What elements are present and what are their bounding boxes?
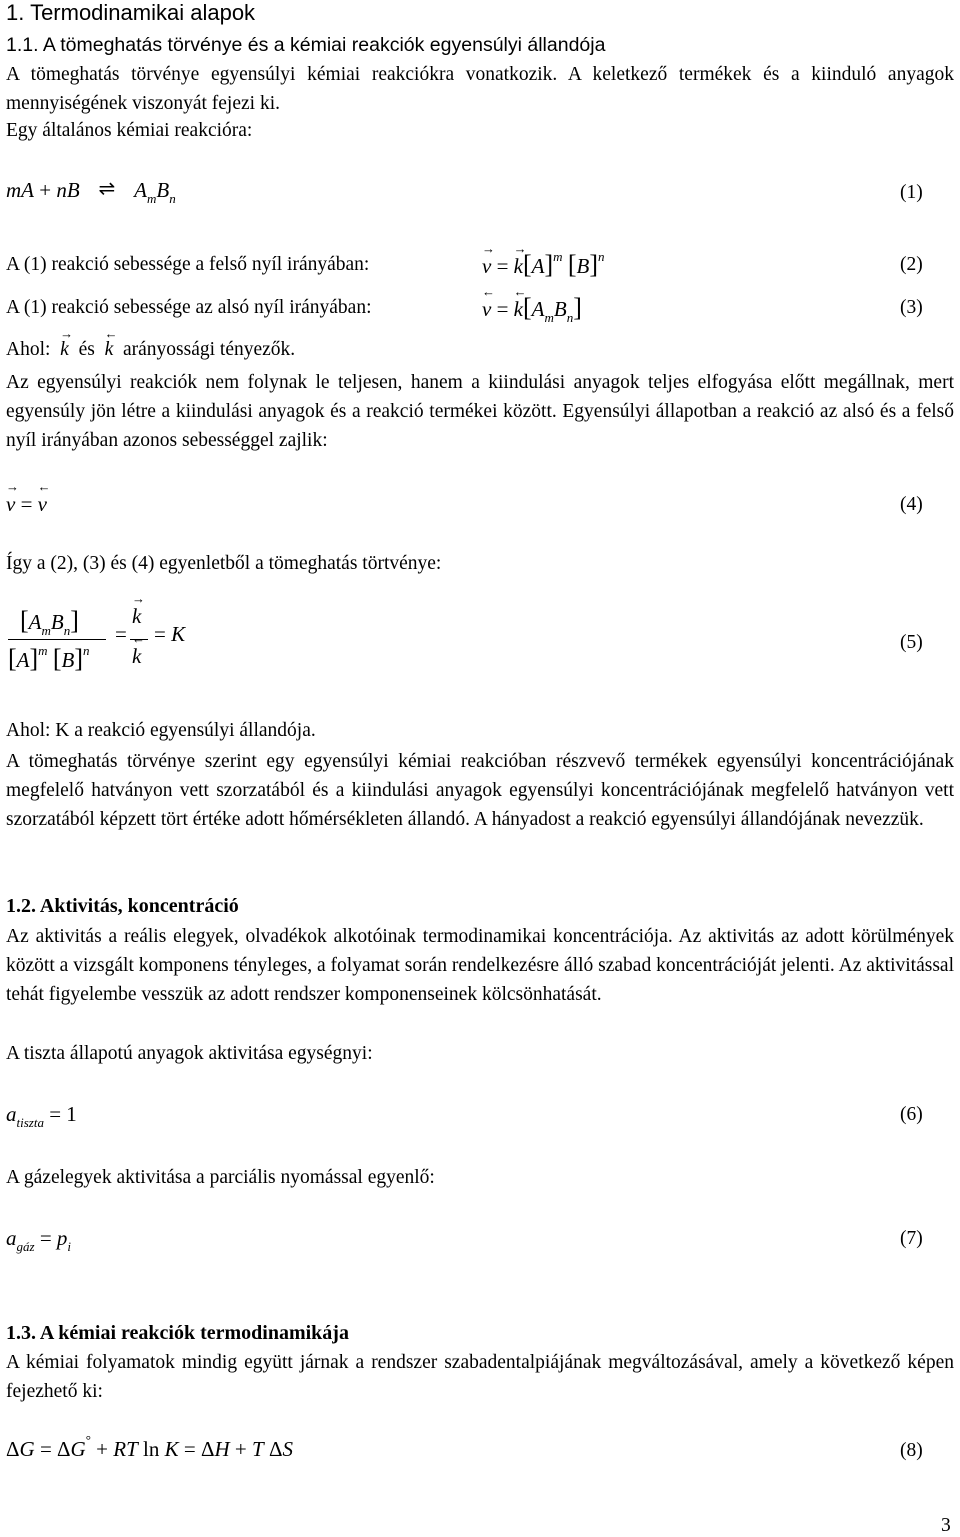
eq-number-1: (1) xyxy=(900,182,923,203)
eq-number-3: (3) xyxy=(900,297,923,318)
backward-rate-text: A (1) reakció sebessége az alsó nyíl irányában: xyxy=(6,297,372,318)
derivation-text: Így a (2), (3) és (4) egyenletből a tömeghatás törtvénye: xyxy=(6,553,442,574)
subsection-title-1-2: 1.2. Aktivitás, koncentráció xyxy=(6,895,239,917)
equation-6: $a_{tiszta} = 1$ xyxy=(6,1102,77,1130)
eq-number-7: (7) xyxy=(900,1228,923,1249)
section-title: 1. Termodinamikai alapok xyxy=(6,0,256,25)
eq-number-6: (6) xyxy=(900,1104,923,1125)
equation-3: ← v = ← $k[A_mB_n]$ xyxy=(482,293,582,323)
eq5-fraction-bar xyxy=(8,639,106,640)
equilibrium-paragraph: Az egyensúlyi reakciók nem folynak le teljesen, hanem a kiindulási anyagok teljes elfogyása előtt megállnak, mert egyensúly jön létre a kiindulási anyagok és a reakció termékei között. Egyensúlyi állapotban a reakció az alsó és a felső nyíl irányában azonos sebességgel zajlik: xyxy=(6,372,954,452)
page-number: 3 xyxy=(941,1515,951,1536)
equation-7: $a_{gáz} = p_i$ xyxy=(6,1226,72,1254)
equation-8: ΔG = ΔG° + RT ln K = ΔH + T ΔS xyxy=(6,1432,293,1461)
activity-paragraph: Az aktivitás a reális elegyek, olvadékok alkotóinak termodinamikai koncentrációja. Az aktivitás az adott körülmények között a vizsgált komponens tényleges, a folyamat során rendelkezésre álló szabad koncentrációját jelenti. Az aktivitással tehát figyelembe vesszük az adott rendszer komponenseinek kölcsönhatását. xyxy=(6,926,954,1006)
subsection-title-1-3: 1.3. A kémiai reakciók termodinamikája xyxy=(6,1322,349,1344)
eq6-subscript: tiszta xyxy=(16,1115,44,1130)
k-definition: Ahol: K a reakció egyensúlyi állandója. xyxy=(6,720,316,741)
equilibrium-arrows-icon: ⇌ xyxy=(98,178,116,200)
ahol-prefix: Ahol: xyxy=(6,339,51,360)
eq5-k-forward: → k xyxy=(132,604,141,629)
eq-number-5: (5) xyxy=(900,632,923,653)
general-reaction-text: Egy általános kémiai reakcióra: xyxy=(6,120,253,141)
eq5-k-backward: ← k xyxy=(132,644,141,669)
subsection-title-1-1: 1.1. A tömeghatás törvénye és a kémiai reakciók egyensúlyi állandója xyxy=(6,34,606,56)
thermodynamics-paragraph: A kémiai folyamatok mindig együtt járnak a rendszer szabadentalpiájának megváltozásával, amely a következő képen fejezhető ki: xyxy=(6,1352,954,1403)
eq5-equals-1: = xyxy=(115,622,127,646)
eq-number-4: (4) xyxy=(900,494,923,515)
intro-paragraph: A tömeghatás törvénye egyensúlyi kémiai reakciókra vonatkozik. A keletkező termékek és a kiinduló anyagok mennyiségének viszonyát fejezi ki. xyxy=(6,64,954,115)
eq5-equals-2: = K xyxy=(154,622,186,646)
pure-activity-text: A tiszta állapotú anyagok aktivitása egységnyi: xyxy=(6,1043,373,1064)
equation-4: → v = ← v xyxy=(6,492,47,517)
eq7-subscript: gáz xyxy=(16,1239,35,1254)
law-paragraph: A tömeghatás törvénye szerint egy egyensúlyi kémiai reakcióban részvevő termékek egyensúlyi koncentrációjának megfelelő hatványon vett szorzatából és a kiindulási anyagok egyensúlyi koncentrációjának megfelelő hatványon vett szorzatából képzett tört értéke adott hőmérsékleten állandó. A hányadost a reakció egyensúlyi állandójának nevezzük. xyxy=(6,751,954,831)
equation-1: mA + nB ⇌ $A_mB_n$ xyxy=(6,178,176,206)
ahol-es: és xyxy=(78,339,95,360)
forward-rate-text: A (1) reakció sebessége a felső nyíl irányában: xyxy=(6,254,370,275)
eq-number-8: (8) xyxy=(900,1440,923,1461)
eq-number-2: (2) xyxy=(900,254,923,275)
gas-activity-text: A gázelegyek aktivitása a parciális nyomással egyenlő: xyxy=(6,1167,435,1188)
ahol-suffix: arányossági tényezők. xyxy=(122,339,296,360)
proportionality-definition: Ahol: → k és ← k arányossági tényezők. xyxy=(6,339,295,361)
eq5-denominator: $[A]^m$ $[B]^n$ xyxy=(8,643,90,673)
eq5-numerator: $[A_mB_n]$ xyxy=(20,606,79,638)
equation-2: → v = → $k[A]^m$ $[B]^n$ xyxy=(482,250,604,280)
